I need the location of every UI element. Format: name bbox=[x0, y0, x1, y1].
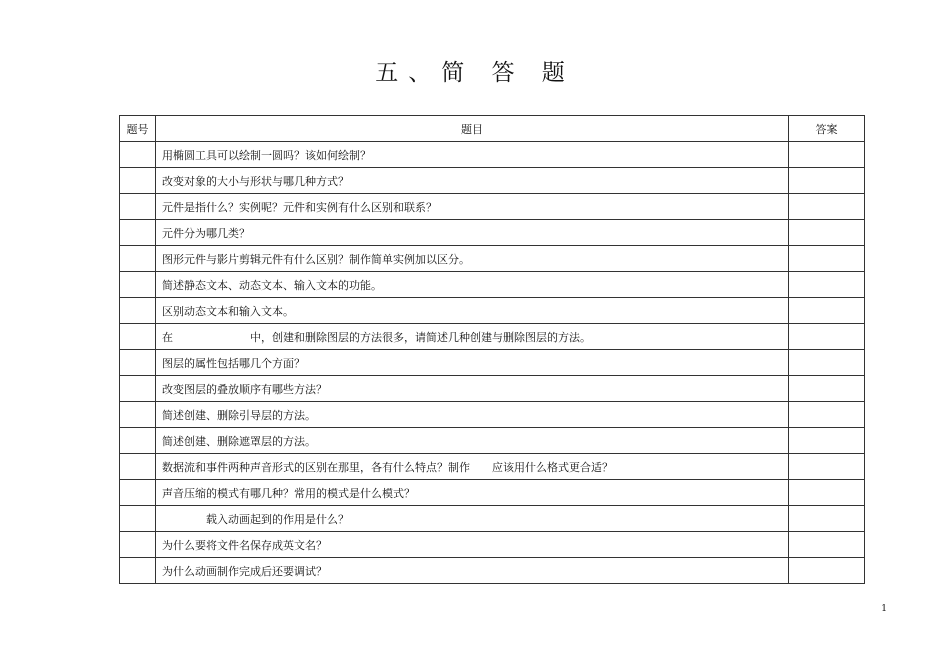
answer-cell bbox=[789, 298, 865, 324]
table-body bbox=[120, 142, 865, 584]
question-text-cell: 载入动画起到的作用是什么？ bbox=[156, 506, 789, 532]
question-text-cell: 简述创建、删除引导层的方法。 bbox=[156, 402, 789, 428]
question-number-cell bbox=[120, 428, 156, 454]
question-text-cell: 改变对象的大小与形状与哪几种方式？ bbox=[156, 168, 789, 194]
page-number: 1 bbox=[881, 604, 887, 614]
header-answer: 答案 bbox=[789, 116, 865, 142]
answer-cell bbox=[789, 402, 865, 428]
question-number-cell bbox=[120, 480, 156, 506]
question-text-cell: 图形元件与影片剪辑元件有什么区别？制作简单实例加以区分。 bbox=[156, 246, 789, 272]
table-row bbox=[120, 402, 865, 428]
question-number-cell bbox=[120, 350, 156, 376]
table-row bbox=[120, 142, 865, 168]
table-row bbox=[120, 506, 865, 532]
question-number-cell bbox=[120, 142, 156, 168]
question-number-cell bbox=[120, 168, 156, 194]
answer-cell bbox=[789, 376, 865, 402]
table-row bbox=[120, 376, 865, 402]
header-number: 题号 bbox=[120, 116, 156, 142]
table-row bbox=[120, 272, 865, 298]
answer-cell bbox=[789, 428, 865, 454]
table-row bbox=[120, 194, 865, 220]
table-row bbox=[120, 480, 865, 506]
table-row bbox=[120, 428, 865, 454]
question-number-cell bbox=[120, 402, 156, 428]
answer-cell bbox=[789, 558, 865, 584]
question-text-cell: 声音压缩的模式有哪几种？常用的模式是什么模式？ bbox=[156, 480, 789, 506]
table-row bbox=[120, 454, 865, 480]
question-text-cell: 简述创建、删除遮罩层的方法。 bbox=[156, 428, 789, 454]
question-number-cell bbox=[120, 506, 156, 532]
table-row bbox=[120, 532, 865, 558]
question-text-cell: 在 中，创建和删除图层的方法很多，请简述几种创建与删除图层的方法。 bbox=[156, 324, 789, 350]
answer-cell bbox=[789, 506, 865, 532]
answer-cell bbox=[789, 532, 865, 558]
table-row bbox=[120, 168, 865, 194]
question-number-cell bbox=[120, 272, 156, 298]
question-number-cell bbox=[120, 454, 156, 480]
question-text-cell: 图层的属性包括哪几个方面？ bbox=[156, 350, 789, 376]
question-number-cell bbox=[120, 376, 156, 402]
table-row bbox=[120, 350, 865, 376]
header-question: 题目 bbox=[156, 116, 789, 142]
question-number-cell bbox=[120, 298, 156, 324]
question-text-cell: 改变图层的叠放顺序有哪些方法？ bbox=[156, 376, 789, 402]
question-text-cell: 数据流和事件两种声音形式的区别在那里，各有什么特点？制作 应该用什么格式更合适？ bbox=[156, 454, 789, 480]
table-row bbox=[120, 558, 865, 584]
question-number-cell bbox=[120, 558, 156, 584]
answer-cell bbox=[789, 194, 865, 220]
answer-cell bbox=[789, 168, 865, 194]
question-number-cell bbox=[120, 194, 156, 220]
table-row bbox=[120, 220, 865, 246]
question-number-cell bbox=[120, 246, 156, 272]
question-text-cell: 为什么动画制作完成后还要调试？ bbox=[156, 558, 789, 584]
question-number-cell bbox=[120, 532, 156, 558]
answer-cell bbox=[789, 272, 865, 298]
question-text-cell: 用椭圆工具可以绘制一圆吗？该如何绘制？ bbox=[156, 142, 789, 168]
question-text-cell: 元件是指什么？实例呢？元件和实例有什么区别和联系？ bbox=[156, 194, 789, 220]
question-number-cell bbox=[120, 324, 156, 350]
table-header-row bbox=[120, 116, 865, 142]
question-text-cell: 简述静态文本、动态文本、输入文本的功能。 bbox=[156, 272, 789, 298]
answer-cell bbox=[789, 220, 865, 246]
answer-cell bbox=[789, 480, 865, 506]
question-text-cell: 元件分为哪几类？ bbox=[156, 220, 789, 246]
table-row bbox=[120, 324, 865, 350]
answer-cell bbox=[789, 142, 865, 168]
answer-cell bbox=[789, 246, 865, 272]
question-table bbox=[119, 115, 865, 584]
question-number-cell bbox=[120, 220, 156, 246]
question-text-cell: 区别动态文本和输入文本。 bbox=[156, 298, 789, 324]
answer-cell bbox=[789, 454, 865, 480]
table-row bbox=[120, 298, 865, 324]
page-title: 五、简 答 题 bbox=[375, 60, 575, 86]
question-text-cell: 为什么要将文件名保存成英文名？ bbox=[156, 532, 789, 558]
table-row bbox=[120, 246, 865, 272]
answer-cell bbox=[789, 350, 865, 376]
answer-cell bbox=[789, 324, 865, 350]
